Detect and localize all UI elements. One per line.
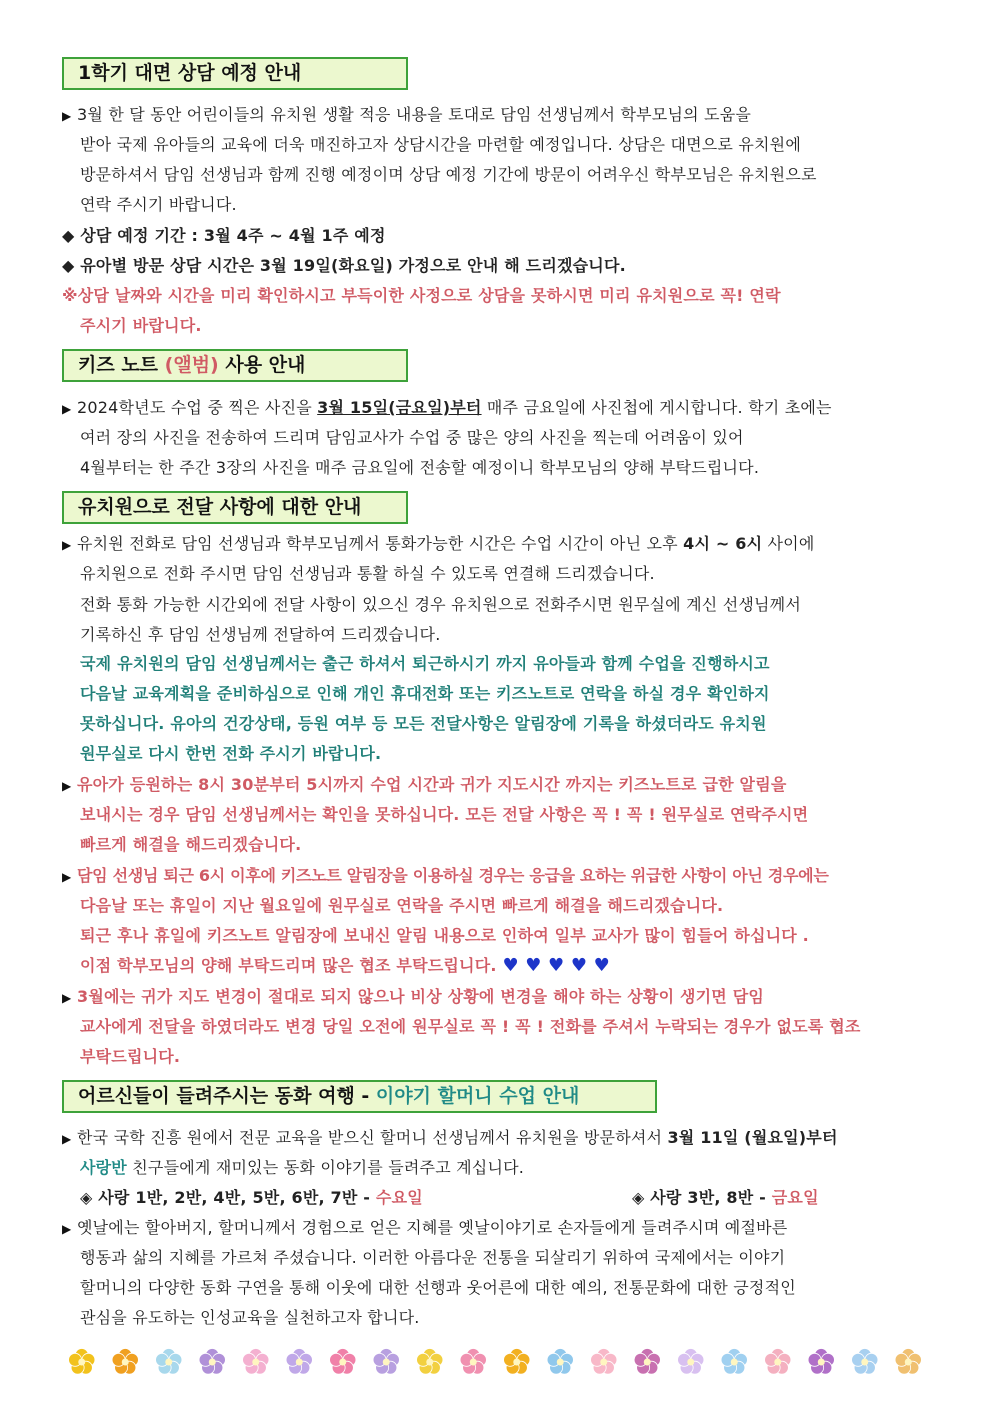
flower-icon [243, 1349, 269, 1375]
text: 한국 국학 진흥 원에서 전문 교육을 받으신 할머니 선생님께서 유치원을 방문하셔서 [77, 1128, 668, 1147]
time-highlight: 4시 ~ 6시 [683, 534, 763, 553]
triangle-bullet-icon: ▶ [62, 109, 72, 123]
triangle-bullet-icon: ▶ [62, 1222, 72, 1236]
flower-icon [852, 1349, 878, 1375]
red-notice-line [62, 866, 932, 887]
teal-notice-line: 원무실로 다시 한번 전화 주시기 바랍니다. [80, 744, 382, 763]
paragraph-line: 행동과 삶의 지혜를 가르쳐 주셨습니다. 이러한 아름다운 전통을 되살리기 위하여 국제에서는 이야기 [80, 1248, 786, 1267]
section-title-highlight: 이야기 할머니 수업 안내 [375, 1085, 580, 1107]
flower-icon [69, 1349, 95, 1375]
section-title-highlight: (앨범) [164, 354, 219, 376]
red-notice-line: 다음날 또는 휴일이 지난 월요일에 원무실로 연락을 주시면 빠르게 해결을 해드리겠습니다. [80, 896, 724, 915]
section-title: 키즈 노트 [78, 354, 165, 376]
section-title: 1학기 대면 상담 예정 안내 [78, 62, 302, 84]
consultation-period: ◆ 상담 예정 기간 : 3월 4주 ~ 4월 1주 예정 [62, 226, 386, 245]
flower-icon [156, 1349, 182, 1375]
paragraph-line [62, 534, 932, 555]
paragraph-line: 받아 국제 유아들의 교육에 더욱 매진하고자 상담시간을 마련할 예정입니다. 상담은 대면으로 유치원에 [80, 135, 801, 154]
paragraph-line [62, 1218, 932, 1239]
red-notice-line: 빠르게 해결을 해드리겠습니다. [80, 835, 302, 854]
flower-icon [895, 1349, 921, 1375]
paragraph-line: 연락 주시기 바랍니다. [80, 195, 237, 214]
text: 친구들에게 재미있는 동화 이야기를 들려주고 계십니다. [126, 1158, 525, 1177]
class-name-highlight: 사랑반 [80, 1158, 127, 1177]
section-header-storytelling [62, 1080, 657, 1113]
section-title: 사용 안내 [218, 354, 306, 376]
paragraph-line [62, 398, 932, 419]
section-title: 어르신들이 들려주시는 동화 여행 - [78, 1085, 376, 1107]
flower-icon [286, 1349, 312, 1375]
red-notice-line: 보내시는 경우 담임 선생님께서는 확인을 못하십니다. 모든 전달 사항은 꼭 ! 꼭 ! 원무실로 연락주시면 [80, 805, 809, 824]
text: 2024학년도 수업 중 찍은 사진을 [77, 398, 318, 417]
consultation-time: ◆ 유아별 방문 상담 시간은 3월 19일(화요일) 가정으로 안내 해 드리겠습니다. [62, 256, 626, 275]
triangle-bullet-icon: ▶ [62, 991, 72, 1005]
teal-notice-line: 국제 유치원의 담임 선생님께서는 출근 하셔서 퇴근하시기 까지 유아들과 함께 수업을 진행하시고 [80, 654, 770, 673]
flower-icon [112, 1349, 138, 1375]
paragraph-line [62, 105, 932, 126]
weekday-highlight: 금요일 [771, 1188, 819, 1207]
text: 3월에는 귀가 지도 변경이 절대로 되지 않으나 비상 상황에 변경을 해야 하는 상황이 생기면 담임 [77, 987, 765, 1006]
text: 유아가 등원하는 8시 30분부터 5시까지 수업 시간과 귀가 지도시간 까지는 키즈노트로 급한 알림을 [77, 775, 787, 794]
red-notice-line: 부탁드립니다. [80, 1047, 181, 1066]
flower-icon [504, 1349, 530, 1375]
text: ◈ 사랑 1반, 2반, 4반, 5반, 6반, 7반 - [80, 1188, 376, 1207]
text: 사이에 [762, 534, 815, 553]
triangle-bullet-icon: ▶ [62, 779, 72, 793]
text: 이점 학부모님의 양해 부탁드리며 많은 협조 부탁드립니다. [80, 956, 497, 975]
paragraph-line: 전화 통화 가능한 시간외에 전달 사항이 있으신 경우 유치원으로 전화주시면 원무실에 계신 선생님께서 [80, 595, 801, 614]
teal-notice-line: 못하십니다. 유아의 건강상태, 등원 여부 등 모든 전달사항은 알림장에 기록을 하셨더라도 유치원 [80, 714, 767, 733]
red-notice-line [80, 956, 932, 976]
flower-icon [721, 1349, 747, 1375]
section-header-communication [62, 491, 408, 524]
flower-icon [330, 1349, 356, 1375]
paragraph-line: 기록하신 후 담임 선생님께 전달하여 드리겠습니다. [80, 625, 441, 644]
schedule-friday [632, 1188, 932, 1208]
flower-icon [808, 1349, 834, 1375]
schedule-wednesday [80, 1188, 500, 1208]
date-highlight: 3월 15일(금요일)부터 [317, 398, 482, 417]
text: ◈ 사랑 3반, 8반 - [632, 1188, 772, 1207]
red-notice-line [62, 775, 932, 796]
text: 옛날에는 할아버지, 할머니께서 경험으로 얻은 지혜를 옛날이야기로 손자들에게 들려주시며 예절바른 [77, 1218, 788, 1237]
notice-line: ※상담 날짜와 시간을 미리 확인하시고 부득이한 사정으로 상담을 못하시면 미리 유치원으로 꼭! 연락 [62, 286, 781, 305]
paragraph-line: 여러 장의 사진을 전송하여 드리며 담임교사가 수업 중 많은 양의 사진을 찍는데 어려움이 있어 [80, 428, 744, 447]
paragraph-line [80, 1158, 932, 1178]
date-highlight: 3월 11일 (월요일)부터 [667, 1128, 838, 1147]
red-notice-line [62, 987, 932, 1008]
notice-line: 주시기 바랍니다. [80, 316, 202, 335]
text: 매주 금요일에 사진첩에 게시합니다. 학기 초에는 [481, 398, 832, 417]
flower-icon [460, 1349, 486, 1375]
paragraph-line [62, 1128, 932, 1149]
flower-icon [199, 1349, 225, 1375]
triangle-bullet-icon: ▶ [62, 538, 72, 552]
flower-icon [373, 1349, 399, 1375]
flower-icon [547, 1349, 573, 1375]
flower-icon [417, 1349, 443, 1375]
paragraph-line: 방문하셔서 담임 선생님과 함께 진행 예정이며 상담 예정 기간에 방문이 어려우신 학부모님은 유치원으로 [80, 165, 817, 184]
text: 유치원 전화로 담임 선생님과 학부모님께서 통화가능한 시간은 수업 시간이 아닌 오후 [77, 534, 684, 553]
red-notice-line: 퇴근 후나 휴일에 키즈노트 알림장에 보내신 알림 내용으로 인하여 일부 교사가 많이 힘들어 하십니다 . [80, 926, 809, 945]
flower-icon [765, 1349, 791, 1375]
triangle-bullet-icon: ▶ [62, 870, 72, 884]
paragraph-line: 4월부터는 한 주간 3장의 사진을 매주 금요일에 전송할 예정이니 학부모님의 양해 부탁드립니다. [80, 458, 760, 477]
text: 3월 한 달 동안 어린이들의 유치원 생활 적응 내용을 토대로 담임 선생님께서 학부모님의 도움을 [77, 105, 752, 124]
flower-icon [591, 1349, 617, 1375]
flower-icon [678, 1349, 704, 1375]
section-header-kidsnote [62, 349, 408, 382]
heart-icons: ♥ ♥ ♥ ♥ ♥ [502, 955, 610, 976]
paragraph-line: 관심을 유도하는 인성교육을 실천하고자 합니다. [80, 1308, 420, 1327]
weekday-highlight: 수요일 [375, 1188, 423, 1207]
section-header-consultation [62, 57, 408, 90]
triangle-bullet-icon: ▶ [62, 402, 72, 416]
red-notice-line: 교사에게 전달을 하였더라도 변경 당일 오전에 원무실로 꼭 ! 꼭 ! 전화를 주셔서 누락되는 경우가 없도록 협조 [80, 1017, 861, 1036]
flower-border-decoration [60, 1345, 930, 1379]
text: 담임 선생님 퇴근 6시 이후에 키즈노트 알림장을 이용하실 경우는 응급을 요하는 위급한 사항이 아닌 경우에는 [77, 866, 829, 885]
triangle-bullet-icon: ▶ [62, 1132, 72, 1146]
paragraph-line: 할머니의 다양한 동화 구연을 통해 이웃에 대한 선행과 웃어른에 대한 예의, 전통문화에 대한 긍정적인 [80, 1278, 796, 1297]
paragraph-line: 유치원으로 전화 주시면 담임 선생님과 통활 하실 수 있도록 연결해 드리겠습니다. [80, 564, 655, 583]
teal-notice-line: 다음날 교육계획을 준비하심으로 인해 개인 휴대전화 또는 키즈노트로 연락을 하실 경우 확인하지 [80, 684, 770, 703]
section-title: 유치원으로 전달 사항에 대한 안내 [78, 496, 362, 518]
flower-icon [634, 1349, 660, 1375]
